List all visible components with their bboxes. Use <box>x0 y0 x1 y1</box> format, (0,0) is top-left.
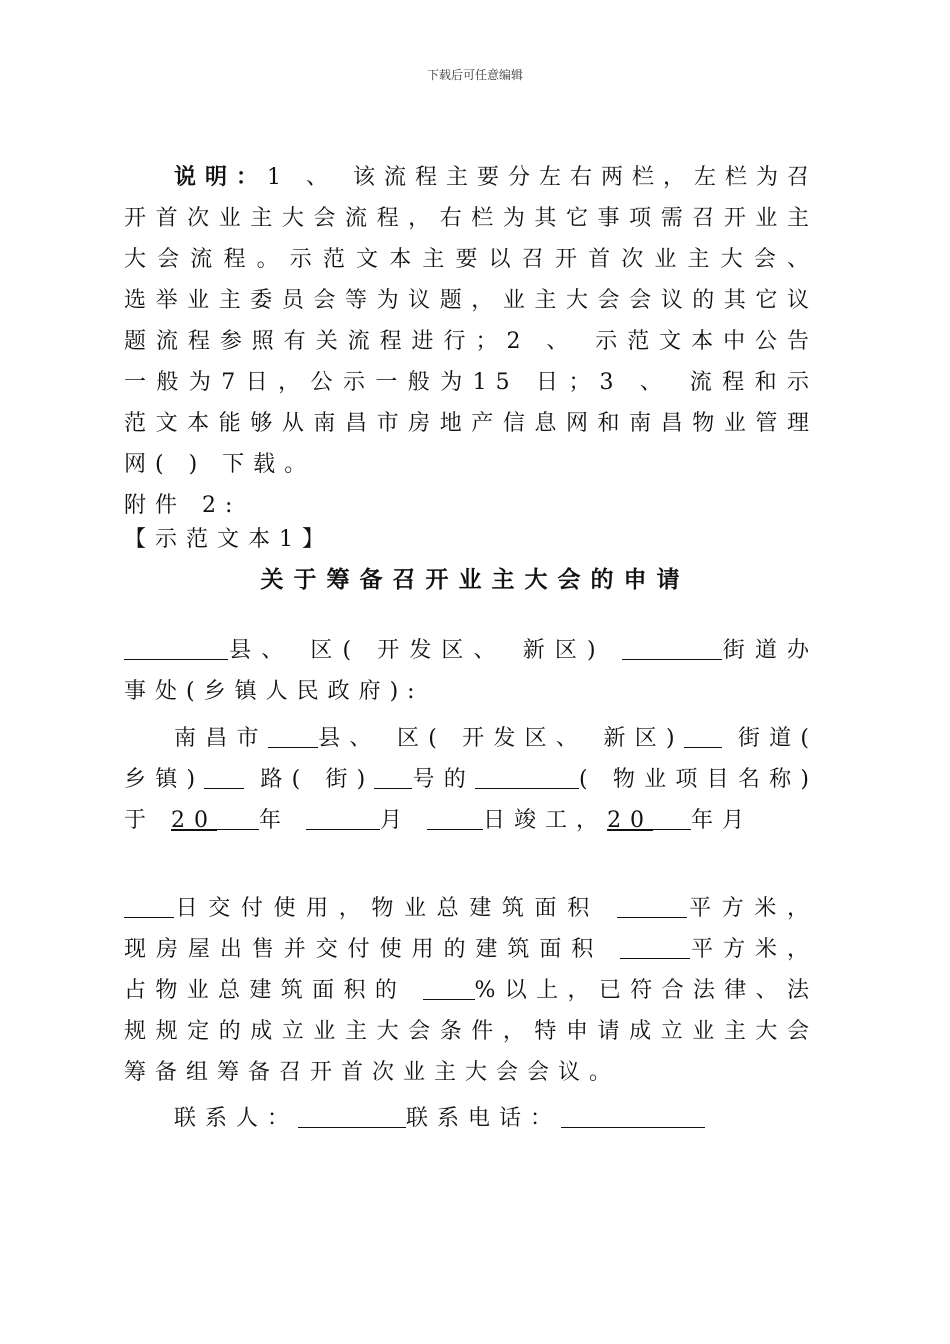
attachment-label: 附件 2: <box>124 493 242 518</box>
page-header: 下载后可任意编辑 <box>426 68 523 82</box>
blank-road <box>374 764 412 789</box>
body-paragraph: 南昌市 县、 区( 开发区、 新区) 街道( 乡镇) 路( 街) 号的 ( 物业项目名称) 于 20 年 月 日竣工，20 年月 <box>124 718 818 841</box>
note-lead: 说明： <box>174 164 268 190</box>
blank-month <box>306 805 380 830</box>
blank-number <box>475 764 579 789</box>
blank-township <box>204 764 244 789</box>
blank-day <box>427 805 483 830</box>
blank-county <box>124 635 228 660</box>
blank-total-area <box>617 893 687 918</box>
document-title: 关于筹备召开业主大会的申请 <box>260 566 690 593</box>
contact-phone-blank <box>561 1103 705 1128</box>
year-prefix: 20 <box>607 808 654 833</box>
blank-street <box>622 635 722 660</box>
note-paragraph <box>124 157 818 485</box>
blank-day <box>124 893 174 918</box>
contact-person-label: 联系人： <box>174 1106 299 1131</box>
blank-sold-area <box>620 934 690 959</box>
year-prefix: 20 <box>171 808 218 833</box>
blank-street <box>684 723 722 748</box>
contact-line <box>124 1098 818 1139</box>
contact-person-blank <box>298 1103 406 1128</box>
sample-label: 【示范文本1】 <box>124 527 333 552</box>
blank-percent <box>423 975 475 1000</box>
blank-year <box>653 805 691 830</box>
blank-year <box>217 805 259 830</box>
blank-county <box>268 723 318 748</box>
note-body: 1 、 该流程主要分左右两栏，左栏为召开首次业主大会流程，右栏为其它事项需召开业主大会流程。示范文本主要以召开首次业主大会、 选举业主委员会等为议题，业主大会会议的其它议题流程参照有关流程进行；2 、 示范文本中公告一般为7日，公示一般为15 日；3 、 流程和示范文本能够从南昌市房地产信息网和南昌物业管理网( ) 下载。 <box>124 165 819 477</box>
addressee-paragraph: 县、 区( 开发区、 新区) 街道办事处(乡镇人民政府): <box>124 630 818 712</box>
body-continuation: 日交付使用，物业总建筑面积 平方米，现房屋出售并交付使用的建筑面积 平方米，占物业总建筑面积的 %以上，已符合法律、法规规定的成立业主大会条件，特申请成立业主大会筹备组筹备召开首次业主大会会议。 <box>124 888 818 1093</box>
contact-phone-label: 联系电话： <box>406 1106 562 1131</box>
